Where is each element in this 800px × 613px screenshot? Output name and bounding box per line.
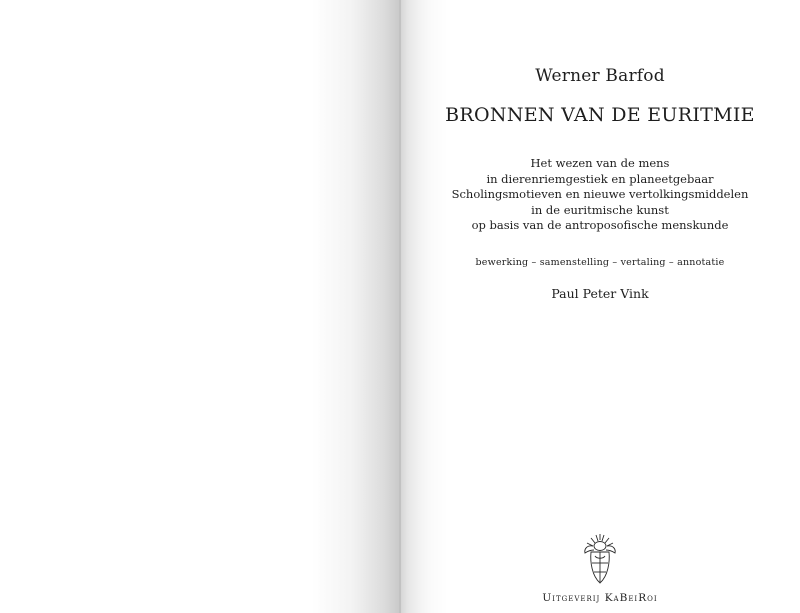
book-title: BRONNEN VAN DE EURITMIE [445,104,755,126]
subtitle-line: Het wezen van de mens [530,156,670,170]
subtitle-line: in de euritmische kunst [531,202,669,217]
title-page-content [420,0,780,613]
publisher-name: Uitgeverij KaBeiRoi [542,592,658,604]
subtitle-line: op basis van de antroposofische menskunde [471,218,729,233]
editorial-credits: bewerking – samenstelling – vertaling – annotatie [475,257,725,268]
editor-name: Paul Peter Vink [551,286,649,301]
subtitle-line: in dierenriemgestiek en planeetgebaar [486,171,714,186]
book-subtitle [420,156,780,234]
book-gutter [399,0,401,613]
kabeiroi-emblem-icon [575,532,625,586]
author-name: Werner Barfod [535,66,665,86]
subtitle-line: Scholingsmotieven en nieuwe vertolkingsmiddelen [451,187,749,202]
